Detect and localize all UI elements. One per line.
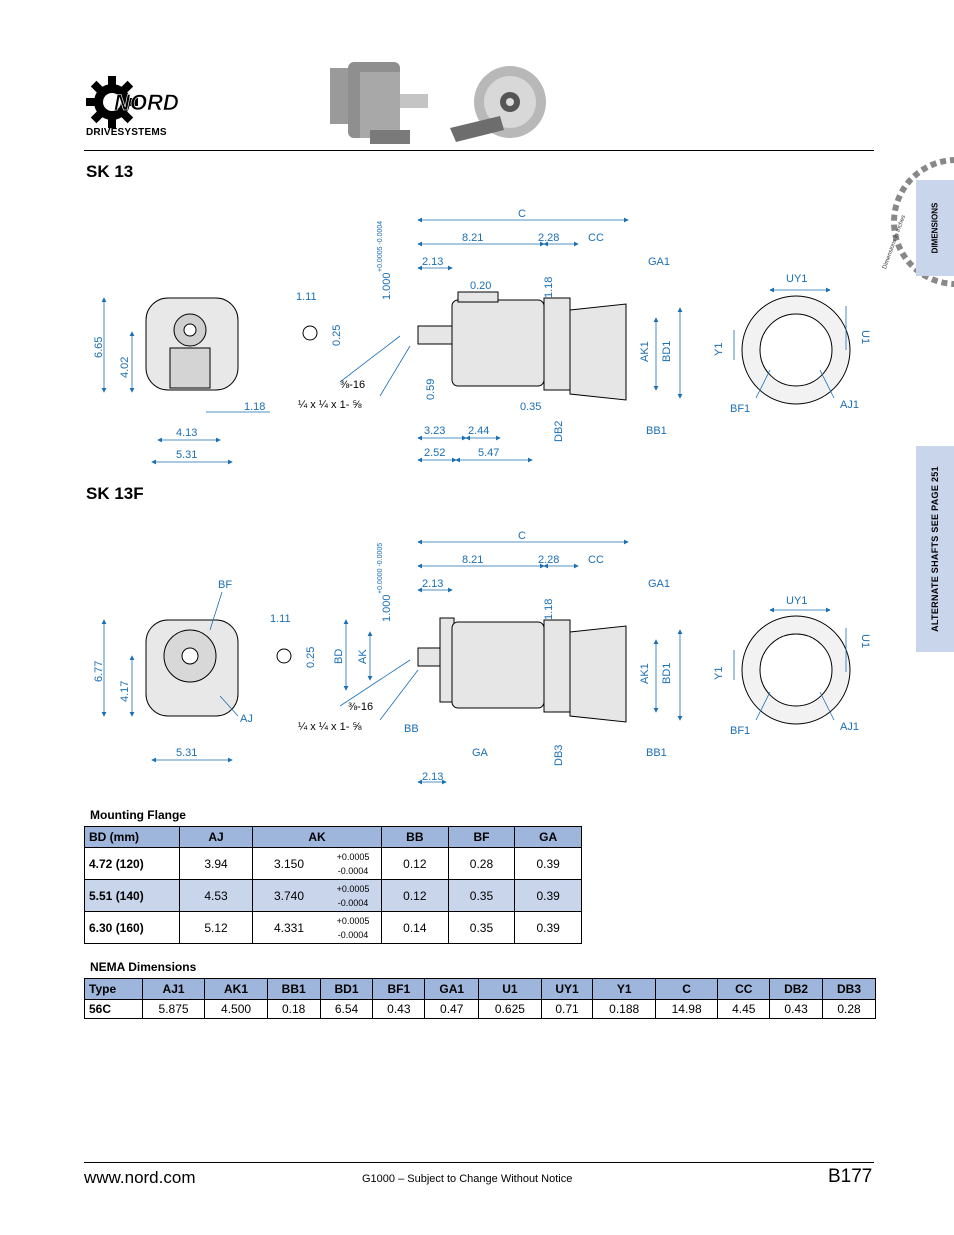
col-header: C [655,979,717,1000]
sk13-end-view [742,296,850,404]
alternate-shafts-tab: ALTERNATE SHAFTS SEE PAGE 251 [916,446,954,652]
page-number: B177 [828,1166,873,1187]
nema-dimensions-table [84,978,876,1019]
cell-ga: 0.39 [515,848,582,880]
sk13f-shaft-section [277,649,291,663]
dimensions-in-inches-note: Dimensions in Inches [882,214,908,271]
cell-aj: 5.12 [180,912,253,944]
sk13-label-uy1: UY1 [786,273,808,285]
cell: 14.98 [655,1000,717,1019]
cell-ak: 3.150 [253,848,326,880]
sk13-label-244: 2.44 [468,425,490,437]
col-header: Type [85,979,143,1000]
cell: 0.43 [373,1000,425,1019]
col-header: GA1 [425,979,479,1000]
sk13-shaft-section [303,326,317,340]
sk13f-label-bf1: BF1 [730,725,751,737]
sk13f-label-aj: AJ [240,713,253,725]
cell: 0.71 [541,1000,593,1019]
cell: 0.43 [770,1000,823,1019]
sk13-label-020: 0.20 [470,280,492,292]
cell-bd: 5.51 (140) [85,880,180,912]
col-header: AK1 [205,979,267,1000]
sk13-label-bd1: BD1 [661,340,673,362]
sk13f-label-111: 1.11 [270,613,291,625]
table-row [85,848,582,880]
sk13-label-ak1: AK1 [639,341,651,362]
sk13f-label-213b: 2.13 [422,771,444,783]
cell-aj: 3.94 [180,848,253,880]
sk13-label-402: 4.02 [119,356,131,378]
footer-url[interactable]: www.nord.com [84,1168,196,1187]
cell-aj: 4.53 [180,880,253,912]
col-header: DB3 [823,979,876,1000]
table-row [85,880,582,912]
sk13-label-db2: DB2 [553,420,565,442]
sk13-label-228: 2.28 [538,232,560,244]
sk13f-label-228: 2.28 [538,554,560,566]
sk13-label-118v: 1.18 [543,276,555,298]
sk13f-label-531: 5.31 [176,747,198,759]
sk13f-end-view [742,616,850,724]
sk13-label-ga1: GA1 [648,256,671,268]
col-header: U1 [479,979,541,1000]
nema-caption: NEMA Dimensions [90,960,197,974]
col-header: UY1 [541,979,593,1000]
mounting-flange-caption: Mounting Flange [90,808,186,822]
sk13f-label-tolerance: +0.0000 -0.0005 [377,542,384,594]
cell: 5.875 [142,1000,204,1019]
cell-type: 56C [85,1000,143,1019]
col-header-ak: AK [253,827,382,848]
cell-bf: 0.35 [448,912,515,944]
sk13-label-u1: U1 [859,330,871,345]
cell-bf: 0.28 [448,848,515,880]
sk13f-label-213: 2.13 [422,578,444,590]
mounting-flange-table [84,826,582,944]
col-header: AJ1 [142,979,204,1000]
cell-ak-tolerance: +0.0005 -0.0004 [325,880,382,912]
sk13f-label-cc: CC [588,554,604,566]
section-title-sk13: SK 13 [86,162,134,181]
cell: 0.188 [593,1000,655,1019]
sk13f-label-ga1: GA1 [648,578,671,590]
sk13f-label-uy1: UY1 [786,595,808,607]
cell: 4.45 [718,1000,770,1019]
col-header-bb: BB [382,827,449,848]
sk13f-label-ak1: AK1 [639,663,651,684]
cell-bf: 0.35 [448,880,515,912]
cell-bb: 0.12 [382,848,449,880]
footer-rule [84,1162,874,1163]
cell: 6.54 [320,1000,373,1019]
cell: 0.47 [425,1000,479,1019]
sk13f-label-aj1: AJ1 [840,721,859,733]
cell-ak-tolerance: +0.0005 -0.0004 [325,848,382,880]
sk13f-label-y1: Y1 [713,666,725,680]
table-row [85,912,582,944]
sk13f-label-db3: DB3 [553,744,565,766]
sk13f-label-c: C [518,530,526,542]
table-row [85,1000,876,1019]
col-header-bd: BD (mm) [85,827,180,848]
sk13-label-531: 5.31 [176,449,198,461]
cell-bd: 6.30 (160) [85,912,180,944]
sk13f-label-bb: BB [404,723,419,735]
sk13f-label-118v: 1.18 [543,598,555,620]
table-header-row [85,979,876,1000]
sk13f-label-bd: BD [333,648,345,664]
sk13f-label-ak: AK [357,649,369,664]
sk13-label-252: 2.52 [424,447,446,459]
cell-bd: 4.72 (120) [85,848,180,880]
svg-text:NORD: NORD [114,90,179,115]
sk13-label-213: 2.13 [422,256,444,268]
sk13-label-547: 5.47 [478,447,500,459]
sk13f-side-view [418,618,626,722]
sk13f-label-key: ¼ x ¼ x 1- ⅝ [298,721,362,733]
sk13f-label-417: 4.17 [119,680,131,702]
sk13-label-821: 8.21 [462,232,484,244]
sk13-label-bb1: BB1 [646,425,667,437]
cell-ak: 3.740 [253,880,326,912]
cell: 0.18 [267,1000,320,1019]
sk13-label-323: 3.23 [424,425,446,437]
cell: 0.28 [823,1000,876,1019]
sk13f-label-bf: BF [218,579,233,591]
sk13-label-c: C [518,208,526,220]
cell-bb: 0.12 [382,880,449,912]
col-header: DB2 [770,979,823,1000]
cell-bb: 0.14 [382,912,449,944]
brand-subtitle: DRIVESYSTEMS [86,127,167,138]
cell: 0.625 [479,1000,541,1019]
cell-ak-tolerance: +0.0005 -0.0004 [325,912,382,944]
sk13-label-thread: ⅜-16 [340,379,366,391]
sk13-label-y1: Y1 [713,342,725,356]
sk13-label-665: 6.65 [93,336,105,358]
sk13-label-035: 0.35 [520,401,542,413]
col-header-aj: AJ [180,827,253,848]
sk13f-label-677: 6.77 [93,660,105,682]
table-header-row [85,827,582,848]
sk13-label-aj1: AJ1 [840,399,859,411]
sk13f-label-025: 0.25 [305,646,317,668]
footer-note: G1000 – Subject to Change Without Notice [362,1173,573,1185]
sk13-label-025: 0.25 [331,324,343,346]
section-title-sk13f: SK 13F [86,484,144,503]
sk13-label-tolerance: +0.0005 -0.0004 [377,220,384,272]
sk13-label-118: 1.18 [244,401,266,413]
sk13-label-bf1: BF1 [730,403,751,415]
sk13-side-view [418,292,626,400]
cell-ak: 4.331 [253,912,326,944]
sk13f-label-ga: GA [472,747,488,759]
sk13-label-413: 4.13 [176,427,198,439]
cell-ga: 0.39 [515,912,582,944]
sk13-front-view [146,298,238,390]
sk13-label-059: 0.59 [425,378,437,400]
sk13-label-key: ¼ x ¼ x 1- ⅝ [298,399,362,411]
sk13-label-cc: CC [588,232,604,244]
dimensions-tab: DIMENSIONS [916,180,954,276]
sk13f-label-bb1: BB1 [646,747,667,759]
sk13f-label-u1: U1 [859,634,871,649]
cell-ga: 0.39 [515,880,582,912]
col-header: Y1 [593,979,655,1000]
sk13-label-111: 1.11 [296,291,317,303]
col-header: BF1 [373,979,425,1000]
col-header: BD1 [320,979,373,1000]
sk13f-front-view [146,620,238,716]
sk13f-label-821: 8.21 [462,554,484,566]
col-header: BB1 [267,979,320,1000]
sk13f-label-1000: 1.000 [381,594,393,622]
col-header-ga: GA [515,827,582,848]
col-header: CC [718,979,770,1000]
cell: 4.500 [205,1000,267,1019]
col-header-bf: BF [448,827,515,848]
sk13f-label-thread: ⅜-16 [348,701,374,713]
sk13-label-1000: 1.000 [381,272,393,300]
sk13f-label-bd1: BD1 [661,662,673,684]
